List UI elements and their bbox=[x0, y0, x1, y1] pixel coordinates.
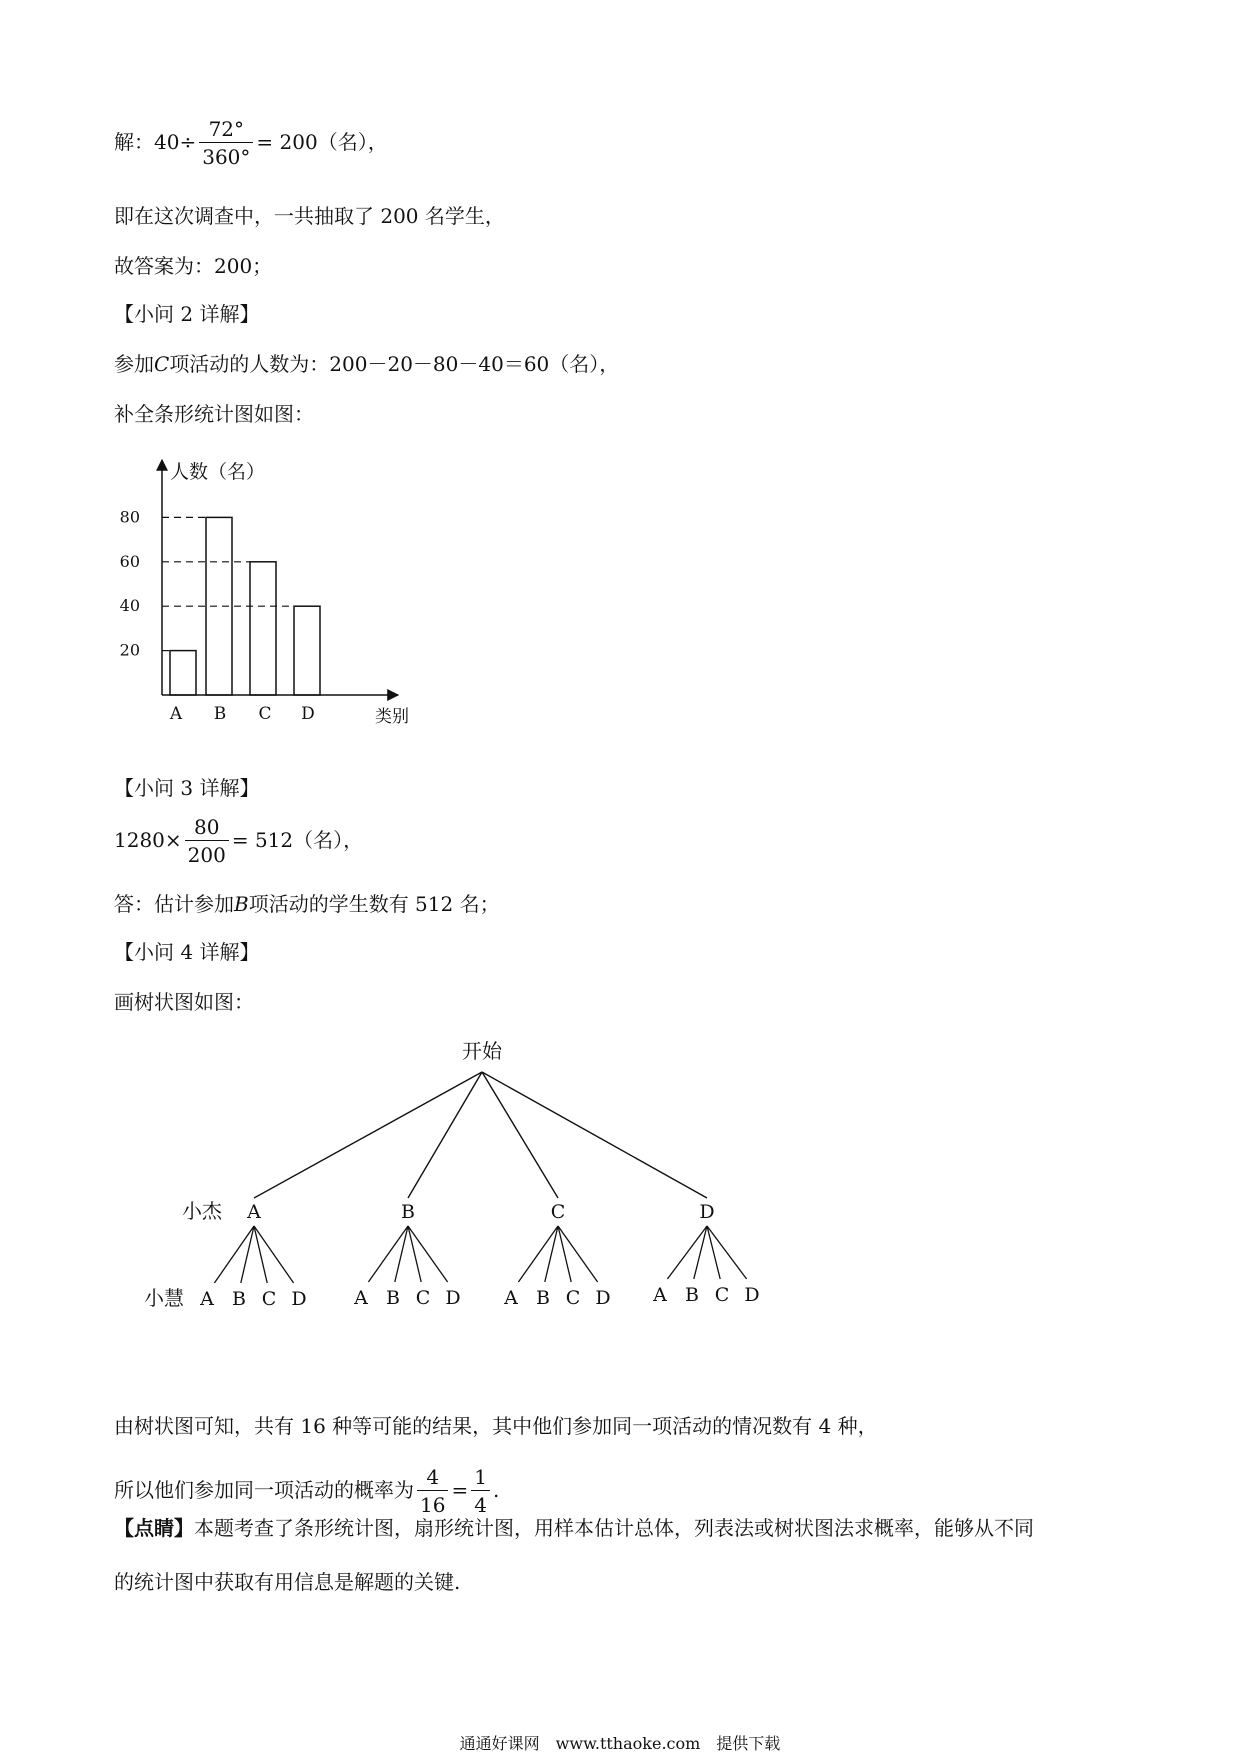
tree-leaf-C-B: B bbox=[536, 1287, 550, 1309]
q1-frac-num: 72° bbox=[208, 117, 245, 141]
tree-leaf-A-B: B bbox=[232, 1288, 246, 1310]
tree-body bbox=[199, 1072, 759, 1310]
q3-answer-pre: 答：估计参加 bbox=[114, 892, 234, 916]
tree-node-B: B bbox=[401, 1201, 415, 1223]
q2-line1 bbox=[114, 350, 619, 378]
comment-line1 bbox=[114, 1514, 1034, 1542]
y-tick-label-60: 60 bbox=[120, 551, 140, 571]
q1-line3: 故答案为：200； bbox=[114, 254, 273, 278]
tree-edge-root-B bbox=[408, 1072, 482, 1198]
q3-equation bbox=[114, 814, 363, 869]
q4-line3-post: . bbox=[492, 1478, 500, 1502]
q4-heading: 【小问 4 详解】 bbox=[114, 940, 260, 964]
q3-heading: 【小问 3 详解】 bbox=[114, 776, 260, 800]
q1-equation bbox=[114, 116, 388, 171]
tree-leaf-B-C: C bbox=[415, 1287, 431, 1309]
chart-yticks bbox=[120, 507, 140, 659]
q3-answer-var: B bbox=[234, 892, 249, 916]
tree-leaf-D-A: A bbox=[653, 1284, 667, 1306]
bar-C bbox=[250, 562, 276, 695]
q1-line2: 即在这次调查中，一共抽取了 200 名学生， bbox=[114, 204, 505, 228]
q4-line3-pre: 所以他们参加同一项活动的概率为 bbox=[114, 1478, 414, 1502]
q4-f2-num: 1 bbox=[474, 1465, 487, 1489]
q3-answer-post: 项活动的学生数有 512 名； bbox=[248, 892, 500, 916]
q3-eq-prefix: 1280× bbox=[114, 828, 182, 852]
bar-chart bbox=[120, 450, 440, 735]
q3-eq-suffix: = 512（名）， bbox=[231, 828, 364, 852]
q3-frac-num: 80 bbox=[194, 815, 220, 839]
q3-answer bbox=[114, 890, 500, 918]
tree-edge-root-C bbox=[482, 1072, 558, 1198]
q1-eq-prefix: 解：40÷ bbox=[114, 130, 197, 154]
tree-level2-label: 小慧 bbox=[144, 1286, 184, 1310]
q4-line1: 画树状图如图： bbox=[114, 990, 254, 1014]
tree-edge-root-D bbox=[482, 1072, 707, 1198]
x-tick-label-C: C bbox=[258, 704, 272, 724]
y-tick-label-40: 40 bbox=[120, 596, 140, 616]
q2-line1-var: C bbox=[154, 352, 170, 376]
q2-line2: 补全条形统计图如图： bbox=[114, 402, 314, 426]
y-tick-label-20: 20 bbox=[120, 640, 140, 660]
tree-leaf-D-D: D bbox=[744, 1284, 760, 1306]
x-axis-label: 类别 bbox=[375, 707, 409, 727]
x-tick-label-B: B bbox=[213, 704, 227, 724]
tree-leaf-C-A: A bbox=[504, 1287, 518, 1309]
q2-heading: 【小问 2 详解】 bbox=[114, 302, 260, 326]
chart-grid bbox=[162, 517, 294, 650]
tree-leaf-B-D: D bbox=[445, 1287, 461, 1309]
chart-xticks bbox=[169, 704, 315, 724]
page-footer: 通通好课网 www.tthaoke.com 提供下载 bbox=[459, 1734, 781, 1753]
tree-node-D: D bbox=[699, 1201, 715, 1223]
y-tick-label-80: 80 bbox=[120, 507, 140, 527]
q4-f2-den: 4 bbox=[471, 1490, 490, 1519]
x-tick-label-D: D bbox=[301, 704, 315, 724]
tree-leaf-A-D: D bbox=[291, 1288, 307, 1310]
q1-fraction bbox=[199, 116, 253, 171]
tree-leaf-A-C: C bbox=[261, 1288, 277, 1310]
y-axis-label: 人数（名） bbox=[170, 461, 266, 483]
tree-root: 开始 bbox=[462, 1039, 502, 1063]
tree-level1-label: 小杰 bbox=[182, 1199, 222, 1223]
q3-frac-den: 200 bbox=[185, 840, 229, 869]
q4-line2: 由树状图可知，共有 16 种等可能的结果，其中他们参加同一项活动的情况数有 4 种， bbox=[114, 1414, 878, 1438]
tree-leaf-D-C: C bbox=[714, 1284, 730, 1306]
tree-diagram bbox=[130, 1030, 790, 1330]
comment-tag: 【点睛】 bbox=[114, 1516, 194, 1540]
q4-fraction-1 bbox=[417, 1464, 448, 1519]
comment-line2: 的统计图中获取有用信息是解题的关键. bbox=[114, 1570, 461, 1594]
q4-f1-den: 16 bbox=[417, 1490, 448, 1519]
q2-line1-post: 项活动的人数为：200－20－80－40＝60（名）， bbox=[169, 352, 620, 376]
q4-line3 bbox=[114, 1464, 499, 1519]
q2-line1-pre: 参加 bbox=[114, 352, 154, 376]
q4-fraction-2 bbox=[471, 1464, 490, 1519]
tree-node-C: C bbox=[550, 1201, 566, 1223]
tree-leaf-B-A: A bbox=[354, 1287, 368, 1309]
tree-edge-root-A bbox=[254, 1072, 482, 1198]
q3-fraction bbox=[185, 814, 229, 869]
tree-leaf-C-D: D bbox=[595, 1287, 611, 1309]
tree-leaf-D-B: B bbox=[685, 1284, 699, 1306]
q4-f1-num: 4 bbox=[426, 1465, 440, 1489]
q1-frac-den: 360° bbox=[199, 142, 253, 171]
tree-leaf-A-A: A bbox=[200, 1288, 214, 1310]
q4-equals: = bbox=[451, 1478, 469, 1502]
comment-text-1: 本题考查了条形统计图，扇形统计图，用样本估计总体，列表法或树状图法求概率，能够从不同 bbox=[194, 1516, 1034, 1540]
tree-leaf-B-B: B bbox=[386, 1287, 400, 1309]
q1-eq-suffix: = 200（名）， bbox=[256, 130, 388, 154]
tree-leaf-C-C: C bbox=[565, 1287, 581, 1309]
bar-D bbox=[294, 606, 320, 695]
tree-node-A: A bbox=[247, 1201, 261, 1223]
x-tick-label-A: A bbox=[169, 704, 183, 724]
bar-A bbox=[170, 651, 196, 695]
